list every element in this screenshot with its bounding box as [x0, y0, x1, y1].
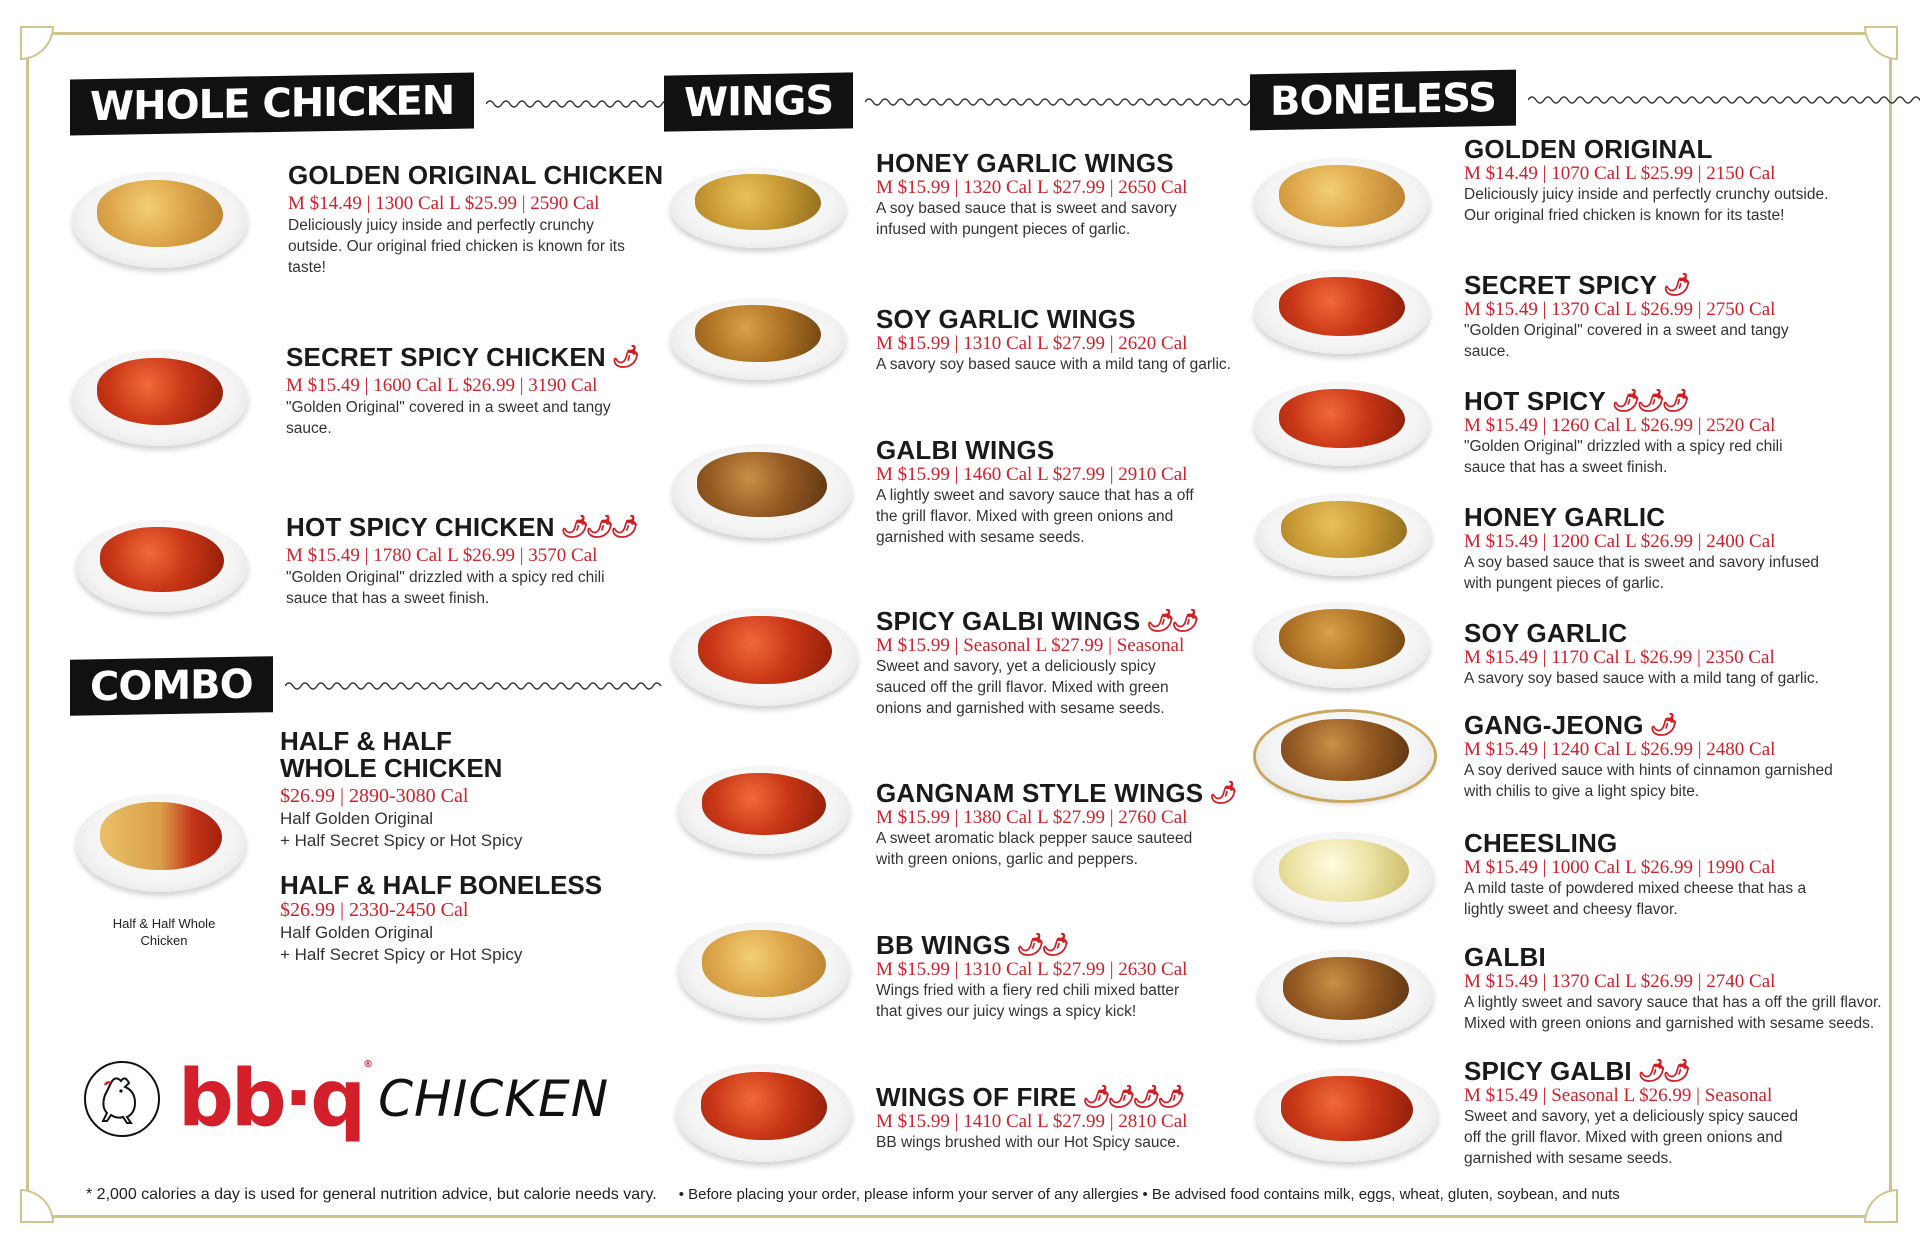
- item-name: BB WINGS 🌶🌶: [876, 930, 1067, 960]
- item-price: M $15.99 | 1320 Cal L $27.99 | 2650 Cal: [876, 177, 1188, 198]
- item-price: M $15.99 | 1380 Cal L $27.99 | 2760 Cal: [876, 807, 1188, 828]
- item-description: "Golden Original" covered in a sweet and tangy sauce.: [1464, 322, 1789, 360]
- combo-item-price: $26.99 | 2890-3080 Cal: [280, 785, 469, 807]
- item-price: M $15.49 | 1370 Cal L $26.99 | 2750 Cal: [1464, 299, 1776, 320]
- combo-item-description: [280, 808, 600, 852]
- chili-pepper-icon: 🌶🌶: [1637, 1058, 1688, 1083]
- item-name: WINGS OF FIRE 🌶🌶🌶🌶: [876, 1082, 1183, 1112]
- combo-line: Half Golden Original: [280, 923, 434, 942]
- item-price: M $15.99 | 1310 Cal L $27.99 | 2620 Cal: [876, 333, 1188, 354]
- item-description: Deliciously juicy inside and perfectly crunchy outside. Our original fried chicken is known for its taste!: [1464, 186, 1829, 224]
- image-caption: Half & Half Whole Chicken: [112, 916, 216, 948]
- logo-chicken-text: CHICKEN: [378, 1070, 610, 1128]
- item-price: M $14.49 | 1070 Cal L $25.99 | 2150 Cal: [1464, 163, 1776, 184]
- item-description: A lightly sweet and savory sauce that has a off the grill flavor. Mixed with green onions and garnished with sesame seeds.: [876, 487, 1194, 546]
- footer-disclaimer: [86, 1186, 1620, 1204]
- item-name: GANGNAM STYLE WINGS 🌶: [876, 778, 1235, 808]
- item-description: "Golden Original" drizzled with a spicy red chili sauce that has a sweet finish.: [286, 569, 605, 607]
- item-name: GOLDEN ORIGINAL CHICKEN: [288, 160, 664, 190]
- food-plate-image: [676, 1064, 852, 1162]
- item-price: M $15.49 | 1200 Cal L $26.99 | 2400 Cal: [1464, 531, 1776, 552]
- food-plate-image: [670, 168, 846, 248]
- section-header-combo: [70, 658, 663, 714]
- item-name: SPICY GALBI 🌶🌶: [1464, 1056, 1688, 1086]
- squiggle-divider: [285, 679, 663, 693]
- item-name: HONEY GARLIC: [1464, 502, 1666, 532]
- item-name: SPICY GALBI WINGS 🌶🌶: [876, 606, 1197, 636]
- food-plate-image: [1258, 950, 1434, 1040]
- combo-item-price: $26.99 | 2330-2450 Cal: [280, 899, 469, 921]
- food-plate-image: [72, 172, 248, 268]
- item-description: A lightly sweet and savory sauce that has a off the grill flavor. Mixed with green onions and garnished with sesame seeds.: [1464, 994, 1882, 1032]
- food-plate-image: [1254, 382, 1430, 466]
- item-name: CHEESLING: [1464, 828, 1618, 858]
- logo-wordmark: bb·q®: [178, 1054, 371, 1144]
- item-price: M $15.49 | 1000 Cal L $26.99 | 1990 Cal: [1464, 857, 1776, 878]
- chili-pepper-icon: 🌶🌶: [1016, 932, 1067, 957]
- section-header-wings: [664, 74, 1261, 130]
- item-description: A savory soy based sauce with a mild tang of garlic.: [876, 356, 1231, 373]
- chili-pepper-icon: 🌶: [611, 344, 637, 369]
- calorie-note: * 2,000 calories a day is used for general nutrition advice, but calorie needs vary.: [86, 1186, 657, 1203]
- food-plate-image: [1254, 270, 1430, 354]
- item-description: A sweet aromatic black pepper sauce sauteed with green onions, garlic and peppers.: [876, 830, 1193, 868]
- combo-line: + Half Secret Spicy or Hot Spicy: [280, 945, 523, 965]
- item-name: HONEY GARLIC WINGS: [876, 148, 1174, 178]
- food-plate-image: [1256, 494, 1432, 576]
- item-name: SOY GARLIC WINGS: [876, 304, 1136, 334]
- food-plate-image: [1256, 712, 1434, 800]
- chili-pepper-icon: 🌶: [1649, 712, 1675, 737]
- food-plate-image: [72, 350, 248, 446]
- food-plate-image: [1254, 832, 1434, 922]
- item-price: M $15.49 | 1260 Cal L $26.99 | 2520 Cal: [1464, 415, 1776, 436]
- combo-line: Half Golden Original: [280, 809, 434, 828]
- item-price: M $15.99 | Seasonal L $27.99 | Seasonal: [876, 635, 1185, 656]
- chili-pepper-icon: 🌶: [1663, 272, 1689, 297]
- item-name: GALBI WINGS: [876, 435, 1055, 465]
- section-title: COMBO: [70, 656, 273, 716]
- item-name: SECRET SPICY 🌶: [1464, 270, 1689, 300]
- item-description: A savory soy based sauce with a mild tang of garlic.: [1464, 670, 1819, 687]
- squiggle-divider: [865, 95, 1261, 109]
- chili-pepper-icon: 🌶🌶🌶: [1611, 388, 1687, 413]
- combo-item-name: HALF & HALF WHOLE CHICKEN: [280, 726, 503, 784]
- food-plate-image: [672, 608, 858, 706]
- item-name: GOLDEN ORIGINAL: [1464, 134, 1713, 164]
- item-price: M $14.49 | 1300 Cal L $25.99 | 2590 Cal: [288, 193, 600, 214]
- item-name: HOT SPICY CHICKEN 🌶🌶🌶: [286, 512, 636, 542]
- food-plate-image: [1254, 602, 1430, 688]
- squiggle-divider: [1528, 93, 1920, 107]
- item-description: Sweet and savory, yet a deliciously spicy sauced off the grill flavor. Mixed with green onions and garnished with sesame seeds.: [1464, 1108, 1798, 1167]
- item-description: "Golden Original" covered in a sweet and tangy sauce.: [286, 399, 611, 437]
- item-price: M $15.49 | 1600 Cal L $26.99 | 3190 Cal: [286, 375, 598, 396]
- item-name: GANG-JEONG 🌶: [1464, 710, 1675, 740]
- item-description: Wings fried with a fiery red chili mixed batter that gives our juicy wings a spicy kick!: [876, 982, 1180, 1020]
- food-plate-image: [672, 444, 852, 538]
- chili-pepper-icon: 🌶🌶: [1146, 608, 1197, 633]
- bbq-chicken-logo: [84, 1054, 610, 1144]
- section-title: WINGS: [664, 72, 853, 131]
- section-header-boneless: [1250, 72, 1920, 128]
- section-title: WHOLE CHICKEN: [70, 72, 474, 135]
- allergy-note: • Before placing your order, please inform your server of any allergies • Be advised food contains milk, eggs, wheat, gluten, soybean, and nuts: [678, 1186, 1620, 1203]
- item-name: HOT SPICY 🌶🌶🌶: [1464, 386, 1687, 416]
- item-name: SECRET SPICY CHICKEN 🌶: [286, 342, 637, 372]
- section-title: BONELESS: [1250, 70, 1516, 131]
- item-price: M $15.49 | 1780 Cal L $26.99 | 3570 Cal: [286, 545, 598, 566]
- food-plate-image: [678, 922, 850, 1018]
- item-description: Deliciously juicy inside and perfectly crunchy outside. Our original fried chicken is known for its taste!: [288, 217, 625, 276]
- item-name: SOY GARLIC: [1464, 618, 1628, 648]
- item-description: A soy based sauce that is sweet and savory infused with pungent pieces of garlic.: [1464, 554, 1819, 592]
- food-plate-image: [1254, 158, 1430, 246]
- item-price: M $15.49 | 1170 Cal L $26.99 | 2350 Cal: [1464, 647, 1775, 668]
- item-price: M $15.49 | 1240 Cal L $26.99 | 2480 Cal: [1464, 739, 1776, 760]
- food-plate-image: [1256, 1068, 1438, 1162]
- item-price: M $15.49 | Seasonal L $26.99 | Seasonal: [1464, 1085, 1773, 1106]
- item-description: A soy based sauce that is sweet and savory infused with pungent pieces of garlic.: [876, 200, 1177, 238]
- item-price: M $15.99 | 1310 Cal L $27.99 | 2630 Cal: [876, 959, 1188, 980]
- item-description: A mild taste of powdered mixed cheese that has a lightly sweet and cheesy flavor.: [1464, 880, 1807, 918]
- chili-pepper-icon: 🌶🌶🌶🌶: [1082, 1084, 1183, 1109]
- food-plate-image: [670, 298, 846, 380]
- rooster-icon: [84, 1061, 160, 1137]
- item-description: Sweet and savory, yet a deliciously spicy sauced off the grill flavor. Mixed with green onions and garnished with sesame seeds.: [876, 658, 1169, 717]
- combo-item-description: [280, 922, 600, 966]
- combo-line: + Half Secret Spicy or Hot Spicy: [280, 831, 523, 851]
- item-description: BB wings brushed with our Hot Spicy sauce.: [876, 1134, 1181, 1151]
- chili-pepper-icon: 🌶🌶🌶: [560, 514, 636, 539]
- item-description: "Golden Original" drizzled with a spicy red chili sauce that has a sweet finish.: [1464, 438, 1783, 476]
- combo-item-name: HALF & HALF BONELESS: [280, 870, 603, 900]
- food-plate-image: [678, 766, 850, 854]
- item-name: GALBI: [1464, 942, 1546, 972]
- item-description: A soy derived sauce with hints of cinnamon garnished with chilis to give a light spicy bite.: [1464, 762, 1833, 800]
- food-plate-image: [76, 520, 248, 612]
- food-plate-image: [76, 794, 246, 892]
- chili-pepper-icon: 🌶: [1209, 780, 1235, 805]
- item-price: M $15.99 | 1410 Cal L $27.99 | 2810 Cal: [876, 1111, 1188, 1132]
- section-header-whole-chicken: [70, 76, 696, 132]
- item-price: M $15.49 | 1370 Cal L $26.99 | 2740 Cal: [1464, 971, 1776, 992]
- item-price: M $15.99 | 1460 Cal L $27.99 | 2910 Cal: [876, 464, 1188, 485]
